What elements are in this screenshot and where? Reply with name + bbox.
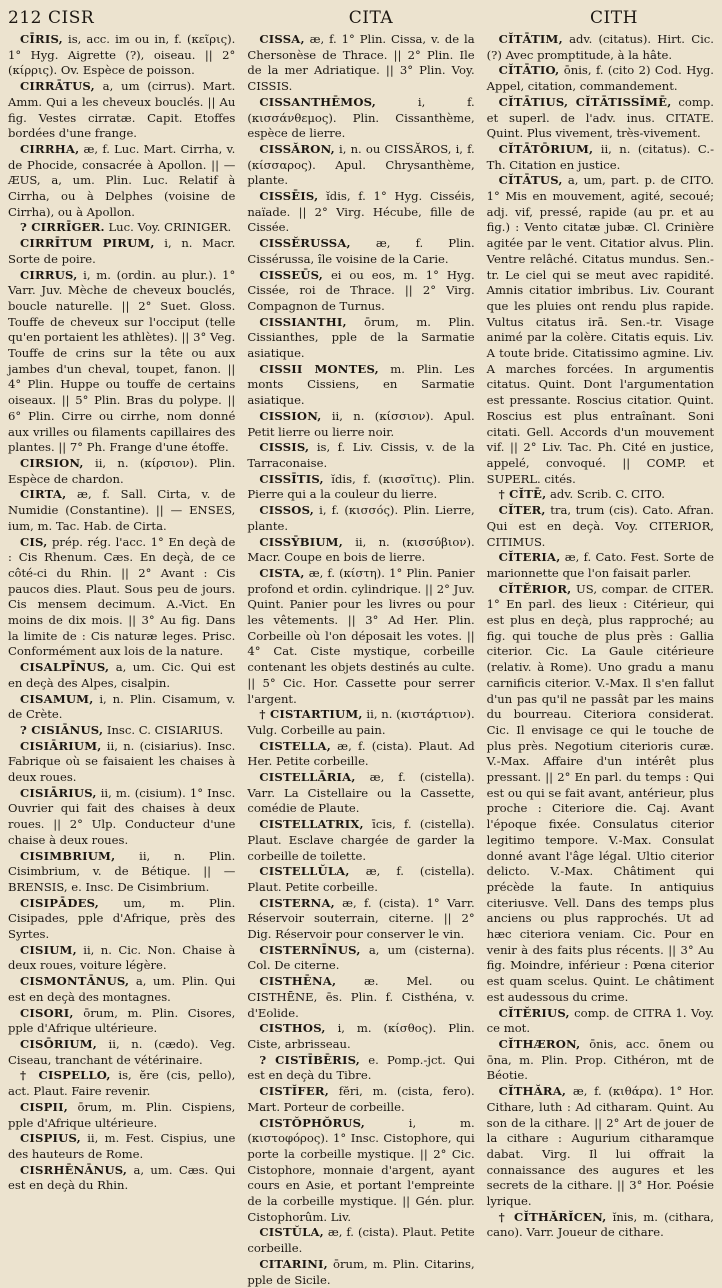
dictionary-entry [487,1210,714,1241]
entry-headword: CISIMBRIUM, [20,848,116,863]
dictionary-entry [247,1053,474,1084]
dictionary-entry [8,692,235,723]
entry-definition: ii, n. Cic. Non. Chaise à deux roues, voiture légère. [8,942,236,973]
dictionary-entry [487,95,714,142]
entry-headword: CISSA, [259,32,305,46]
entry-headword: CISPII, [20,1099,69,1114]
entry-definition: æ, f. (cista). Plaut. Petite corbeille. [247,1225,475,1256]
entry-definition: a, um. Plin. Qui est en deçà des montagnes. [8,974,236,1004]
column-middle [247,32,475,1287]
entry-headword: CISTELLA, [259,738,331,753]
entry-definition: īcis, f. (cistella). Plaut. Esclave chargée de garder la corbeille de toilette. [247,817,475,863]
dictionary-entry [8,660,235,691]
dictionary-entry [247,362,474,409]
entry-definition: ii, n. (cædo). Veg. Ciseau, tranchant de vétérinaire. [8,1037,236,1067]
dictionary-entry [247,142,474,189]
entry-definition: is, ĕre (cis, pello), act. Plaut. Faire revenir. [8,1068,236,1099]
entry-headword: CISTĬFER, [259,1084,329,1099]
running-head [8,8,714,30]
entry-headword: CĬTĀTIM, [498,32,563,46]
entry-headword: † CISTARTIUM, [259,707,363,722]
entry-definition: a, um, part. p. de CITO. 1° Mis en mouvement, agité, secoué; adj. vif, pressé, rapide (au pr. et au fig.) : Vento citatæ jubæ. Cl. Crinière agitée par le vent. Citatior alvus. Plin. Ventre relâché. Citatus mundus. Sen.-tr. Le ciel qui se meut avec rapidité. Amnis citatior imbribus. Liv. Courant que les pluies ont rendu plus rapide. Vultus citatus irā. Sen.-tr. Visage animé par la colère. Citatis equis. Liv. A toute bride. Citatissimo agmine. Liv. A marches forcées. In argumentis citatus. Quint. Dont l'argumentation est pressante. Roscius citatior. Quint. Roscius est plus entraînant. Soni citati. Gell. Accords d'un mouvement vif. || 2° Liv. Tac. Ph. Cité en justice, appelé, convoqué. || COMP. et SUPERL. cités. [486,173,714,486]
dictionary-entry [247,1084,474,1115]
dictionary-entry [487,503,714,550]
entry-definition: ĭnis, m. (cithara, cano). Varr. Joueur de cithare. [486,1209,714,1240]
dictionary-entry [8,1006,235,1037]
entry-headword: CISŌRIUM, [20,1037,97,1051]
entry-definition: i, f. (κισσός). Plin. Lierre, plante. [247,503,475,533]
entry-headword: CISSANTHĒMOS, [259,94,377,109]
dictionary-entry [8,974,235,1005]
entry-headword: CISIĀRIUM, [20,738,102,753]
dictionary-entry [8,32,235,79]
entry-headword: CIRSION, [20,455,84,470]
entry-headword: CISIĀRIUS, [20,785,97,800]
entry-headword: CISTŬLA, [259,1225,324,1240]
dictionary-entry [247,440,474,471]
entry-headword: CISSOS, [259,503,314,518]
dictionary-entry [487,582,714,1006]
entry-headword: CĬTĀTIO, [498,63,560,78]
entry-definition: Insc. C. CISIARIUS. [106,722,224,737]
entry-definition: æ, f. (κίστη). 1° Plin. Panier profond et ordin. cylindrique. || 2° Juv. Quint. Panier pour les livres ou pour les vêtements. || 3° Ad Her. Plin. Corbeille où l'on déposait les votes. || 4° Cat. Ciste mystique, corbeille contenant les objets destinés au culte. || 5° Cic. Hor. Cassette pour serrer l'argent. [247,565,475,706]
entry-definition: is, acc. im ou in, f. (κεῖρις). 1° Hyg. Aigrette (?), oiseau. || 2° (κίρρις). Ov. Espèce de poisson. [8,32,236,78]
dictionary-entry [247,1225,474,1256]
dictionary-entry [247,770,474,817]
entry-headword: CISSION, [259,408,322,423]
dictionary-entry [247,566,474,707]
entry-definition: æ, f. (κιθάρα). 1° Hor. Cithare, luth : Ad citharam. Quint. Au son de la cithare. || 2° Art de jouer de la cithare : Augurium citharamque dabat. Virg. Il lui offrait la connaissance des augures et les secrets de la cithare. || 3° Hor. Poésie lyrique. [486,1084,714,1209]
entry-headword: † CISPELLO, [20,1068,111,1083]
guide-word-right: CITH [590,8,638,28]
entry-definition: ĭdis, f. (κισσῖτις). Plin. Pierre qui a la couleur du lierre. [247,471,475,502]
entry-definition: i, m. (ordin. au plur.). 1° Varr. Juv. Mèche de cheveux bouclés, boucle naturelle. || 2° Suet. Gloss. Touffe de cheveux sur l'occiput (telle qu'en portaient les athlètes). || 3° Veg. Touffe de crins sur la tête ou aux jambes d'un cheval, toupet, fanon. || 4° Plin. Huppe ou touffe de certains oiseaux. || 5° Plin. Bras du polype. || 6° Plin. Cirre ou cirrhe, nom donné aux vrilles ou filaments capillaires des plantes. || 7° Ph. Frange d'une étoffe. [8,267,236,455]
dictionary-entry [8,456,235,487]
entry-headword: CISSĂRON, [259,141,335,156]
entry-headword: CISMONTĀNUS, [20,974,130,989]
entry-definition: comp. et superl. de l'adv. inus. CITATE. Quint. Plus vivement, très-vivement. [486,94,714,141]
entry-headword: CISTHĒNA, [259,974,337,989]
dictionary-entry [8,723,235,739]
entry-headword: CĬTĀTŌRIUM, [498,141,594,156]
entry-definition: ii, n. (κίσσιον). Apul. Petit lierre ou lierre noir. [247,408,475,439]
dictionary-entry [8,535,235,661]
entry-headword: CISSII MONTES, [259,361,379,376]
entry-definition: a, um (cirrus). Mart. Amm. Qui a les cheveux bouclés. || Au fig. Vestes cirratæ. Capit. Etoffes bordées d'une frange. [8,79,236,141]
entry-headword: CIRTA, [20,487,67,502]
dictionary-entry [487,1037,714,1084]
entry-definition: i, m. (κιστοφόρος). 1° Insc. Cistophore, qui porte la corbeille mystique. || 2° Cic. Cistophore, monnaie d'argent, ayant cours en Asie, et portant l'empreinte de la corbeille mystique. || Gén. plur. Cistophorûm. Liv. [247,1115,475,1224]
entry-definition: ōnis, f. (cito 2) Cod. Hyg. Appel, citation, commandement. [486,63,714,94]
dictionary-entry [487,487,714,503]
entry-definition: ii, n. (κιστάρτιον). Vulg. Corbeille au pain. [247,707,475,737]
entry-headword: † CĬTHĂRĬCEN, [498,1209,607,1224]
entry-headword: CISTELLĀRIA, [259,770,356,785]
entry-definition: comp. de CITRA 1. Voy. ce mot. [486,1005,714,1036]
column-right [486,32,714,1240]
entry-headword: CISSIS, [259,440,310,455]
dictionary-entry [247,268,474,315]
entry-definition: a, um. Cæs. Qui est en deçà du Rhin. [8,1162,236,1193]
entry-definition: ii, n. (cisiarius). Insc. Fabrique où se faisaient les chaises à deux roues. [8,738,236,785]
entry-definition: ii, m. (cisium). 1° Insc. Ouvrier qui fait des chaises à deux roues. || 2° Ulp. Conducteur d'une chaise à deux roues. [8,785,236,847]
entry-headword: CISRHĒNĀNUS, [20,1162,128,1177]
entry-headword: CISSĔRUSSA, [259,236,351,251]
dictionary-entry [247,896,474,943]
dictionary-entry [247,739,474,770]
dictionary-entry [247,95,474,142]
entry-definition: ōrum, m. Plin. Cisores, pple d'Afrique ultérieure. [8,1005,236,1036]
entry-headword: CĪRIS, [20,32,63,46]
entry-definition: adv. (citatus). Hirt. Cic. (?) Avec promptitude, à la hâte. [486,32,714,62]
entry-headword: CISTERNA, [259,895,335,910]
entry-definition: ōrum, m. Plin. Cissianthes, pple de la Sarmatie asiatique. [247,314,475,361]
dictionary-entry [8,943,235,974]
entry-definition: æ, f. (cista). 1° Varr. Réservoir souterrain, citerne. || 2° Dig. Réservoir pour conserver le vin. [247,895,475,942]
entry-headword: CIRRĪTUM PIRUM, [20,236,155,251]
entry-definition: æ, f. Plin. Cissérussa, île voisine de la Carie. [247,236,475,266]
dictionary-entry [487,1006,714,1037]
entry-definition: m. Plin. Les monts Cissiens, en Sarmatie asiatique. [247,361,475,408]
dictionary-entry [247,236,474,267]
entry-headword: CIS, [20,534,48,549]
entry-headword: CIRRUS, [20,267,78,282]
dictionary-entry [247,1021,474,1052]
entry-headword: CISALPĪNUS, [20,660,110,675]
entry-headword: CISSIANTHI, [259,314,347,329]
dictionary-entry [247,409,474,440]
entry-headword: CĬTĔRIUS, [498,1005,570,1020]
dictionary-entry [247,707,474,738]
dictionary-entry [8,487,235,534]
entry-definition: æ, f. (cista). Plaut. Ad Her. Petite corbeille. [247,738,475,769]
dictionary-entry [8,896,235,943]
entry-definition: æ, f. (cistella). Varr. La Cistellaire ou la Cassette, comédie de Plaute. [247,770,475,816]
entry-headword: CISIUM, [20,942,77,957]
entry-headword: CISSĒIS, [259,189,319,204]
entry-headword: CIRRHA, [20,141,80,156]
entry-definition: a, um. Cic. Qui est en deçà des Alpes, cisalpin. [8,660,236,690]
entry-definition: æ, f. (cistella). Plaut. Petite corbeille. [247,864,475,894]
entry-headword: ? CIRRĪGER. [20,220,105,235]
entry-definition: tra, trum (cis). Cato. Afran. Qui est en deçà. Voy. CITERIOR, CITIMUS. [486,503,714,549]
entry-definition: fĕri, m. (cista, fero). Mart. Porteur de corbeille. [247,1084,475,1114]
entry-definition: i, n. Plin. Cisamum, v. de Crète. [8,691,236,722]
dictionary-entry [8,1100,235,1131]
dictionary-entry [8,142,235,221]
entry-definition: US, compar. de CITER. 1° En parl. des lieux : Citérieur, qui est plus en deçà, plus rapproché; au fig. qui touche de plus près : Gallia citerior. Cic. La Gaule citérieure (relativ. à Rome). Uno gradu a manu carnificis citerior. V.-Max. Il s'en fallut d'un pas qu'il ne passât par les mains du bourreau. Citeriora considerat. Cic. Il envisage ce qui le touche de plus près. Negotium citerioris curæ. V.-Max. Affaire d'un intérêt plus pressant. || 2° En parl. du temps : Qui est ou qui se fait avant, antérieur, plus proche : Citeriore die. Caj. Avant l'époque fixée. Consulatus citerior legitimo tempore. V.-Max. Consulat donné avant l'âge légal. Ultio citerior delicto. V.-Max. Châtiment qui précède la faute. In antiquius citeriusve. Vell. Dans des temps plus anciens ou plus rapprochés. Ut ad hæc citeriora veniam. Cic. Pour en venir à des faits plus récents. || 3° Au fig. Moindre, inférieur : Pœna citerior est quam scelus. Quint. Le châtiment est audessous du crime. [486,581,714,1004]
entry-headword: CISTELLATRIX, [259,817,364,832]
entry-headword: CĬTĔRIOR, [498,581,572,596]
entry-definition: ōnis, acc. ōnem ou ōna, m. Plin. Prop. Cithéron, mt de Béotie. [486,1037,714,1083]
dictionary-entry [247,974,474,1021]
dictionary-entry [247,315,474,362]
entry-headword: ? CISIĀNUS, [20,722,104,737]
dictionary-entry [247,535,474,566]
dictionary-entry [247,472,474,503]
entry-definition: adv. Scrib. C. CITO. [550,487,665,502]
entry-headword: CISPIUS, [20,1131,81,1146]
page-number: 212 [8,8,42,28]
entry-headword: CĬTER, [498,503,546,518]
entry-headword: CISSĪTIS, [259,471,324,486]
entry-definition: æ. Mel. ou CISTHĒNE, ēs. Plin. f. Cisthéna, v. d'Eolide. [247,974,475,1020]
dictionary-entry [8,1163,235,1194]
dictionary-entry [247,864,474,895]
entry-definition: ii, m. Fest. Cispius, une des hauteurs de Rome. [8,1131,236,1161]
entry-headword: CISTŎPHŎRUS, [259,1115,365,1130]
entry-headword: CISSȲBIUM, [259,534,343,549]
entry-definition: ōrum, m. Plin. Cispiens, pple d'Afrique ultérieure. [8,1099,236,1130]
dictionary-entry [247,817,474,864]
dictionary-entry [8,1068,235,1099]
entry-definition: ii, n. Plin. Cisimbrium, v. de Bétique. || — BRENSIS, e. Insc. De Cisimbrium. [8,848,236,894]
entry-headword: ? CISTĪBĒRIS, [259,1052,361,1067]
entry-headword: CISAMUM, [20,691,94,706]
dictionary-entry [247,1257,474,1288]
entry-headword: CĬTHÆRON, [498,1037,581,1051]
entry-headword: CISTA, [259,565,305,580]
entry-definition: Luc. Voy. CRINIGER. [108,220,232,235]
dictionary-entry [8,1131,235,1162]
entry-headword: CISTHOS, [259,1021,326,1036]
guide-word-center: CITA [348,8,394,28]
dictionary-entry [487,142,714,173]
dictionary-entry [247,1116,474,1226]
dictionary-entry [487,32,714,63]
entry-definition: i, m. (κίσθος). Plin. Ciste, arbrisseau. [247,1021,475,1051]
entry-headword: CISSEŪS, [259,267,324,282]
entry-headword: CIRRĀTUS, [20,79,95,94]
columns [8,32,714,1287]
entry-headword: CĬTERIA, [498,550,561,565]
entry-definition: ōrum, m. Plin. Citarins, pple de Sicile. [247,1256,475,1287]
dictionary-entry [8,1037,235,1068]
entry-definition: æ, f. Luc. Mart. Cirrha, v. de Phocide, consacrée à Apollon. || — ÆUS, a, um. Plin. Luc. Relatif à Cirrha, ou à Delphes (voisine de Cirrha), ou à Apollon. [8,141,236,219]
dictionary-entry [8,739,235,786]
entry-headword: CISTERNĪNUS, [259,942,361,957]
entry-definition: i, n. ou CISSĂROS, i, f. (κίσσαρος). Apul. Chrysanthème, plante. [247,141,475,188]
entry-definition: um, m. Plin. Cisipades, pple d'Afrique, près des Syrtes. [8,895,236,942]
dictionary-entry [8,220,235,236]
entry-definition: ii, n. (κίρσιον). Plin. Espèce de chardon. [8,455,236,486]
entry-headword: CISORI, [20,1005,74,1020]
dictionary-entry [8,268,235,456]
column-left [8,32,236,1193]
entry-definition: a, um (cisterna). Col. De citerne. [247,942,475,973]
entry-definition: ii, n. (citatus). C.-Th. Citation en justice. [486,141,714,172]
entry-headword: CĬTHĂRA, [498,1084,567,1099]
entry-definition: ei ou eos, m. 1° Hyg. Cissée, roi de Thrace. || 2° Virg. Compagnon de Turnus. [247,267,475,313]
entry-definition: ĭdis, f. 1° Hyg. Cisséis, naïade. || 2° Virg. Hécube, fille de Cissée. [247,189,475,235]
dictionary-entry [487,1084,714,1210]
dictionary-entry [8,236,235,267]
entry-definition: i, n. Macr. Sorte de poire. [8,236,236,266]
dictionary-entry [8,786,235,849]
dictionary-entry [487,550,714,581]
dictionary-entry [8,849,235,896]
dictionary-entry [247,189,474,236]
dictionary-entry [247,503,474,534]
entry-definition: æ, f. Cato. Fest. Sorte de marionnette que l'on faisait parler. [486,550,714,580]
entry-headword: † CĬTĒ, [498,487,547,502]
guide-word-left: CISR [48,8,95,28]
dictionary-entry [247,943,474,974]
dictionary-entry [8,79,235,142]
entry-definition: is, f. Liv. Cissis, v. de la Tarraconaise. [247,440,475,470]
entry-definition: æ, f. Sall. Cirta, v. de Numidie (Constantine). || — ENSES, ium, m. Tac. Hab. de Cirta. [8,487,236,533]
entry-definition: æ, f. 1° Plin. Cissa, v. de la Chersonèse de Thrace. || 2° Plin. Ile de la mer Adriatique. || 3° Plin. Voy. CISSIS. [247,32,475,94]
entry-headword: CĬTĀTIUS, CĬTĀTISSĬMĒ, [498,94,672,109]
dictionary-entry [247,32,474,95]
entry-headword: CISIPĀDES, [20,895,100,910]
entry-headword: CĬTĀTUS, [498,173,563,188]
entry-definition: prép. rég. l'acc. 1° En deçà de : Cis Rhenum. Cæs. En deçà, de ce côté-ci du Rhin. || 2° Avant : Cis paucos dies. Plaut. Sous peu de jours. Cis mensem decimum. A.-Vict. En moins de dix mois. || 3° Au fig. Dans la limite de : Cis naturæ leges. Prisc. Conformément aux lois de la nature. [8,534,236,659]
entry-definition: ii, n. (κισσύβιον). Macr. Coupe en bois de lierre. [247,534,475,565]
entry-headword: CITARINI, [259,1256,328,1271]
entry-headword: CISTELLŬLA, [259,864,350,879]
entry-definition: e. Pomp.-jct. Qui est en deçà du Tibre. [247,1052,475,1083]
entry-definition: i, f. (κισσάνθεμος). Plin. Cissanthème, espèce de lierre. [247,94,475,141]
dictionary-entry [487,173,714,487]
dictionary-entry [487,63,714,94]
